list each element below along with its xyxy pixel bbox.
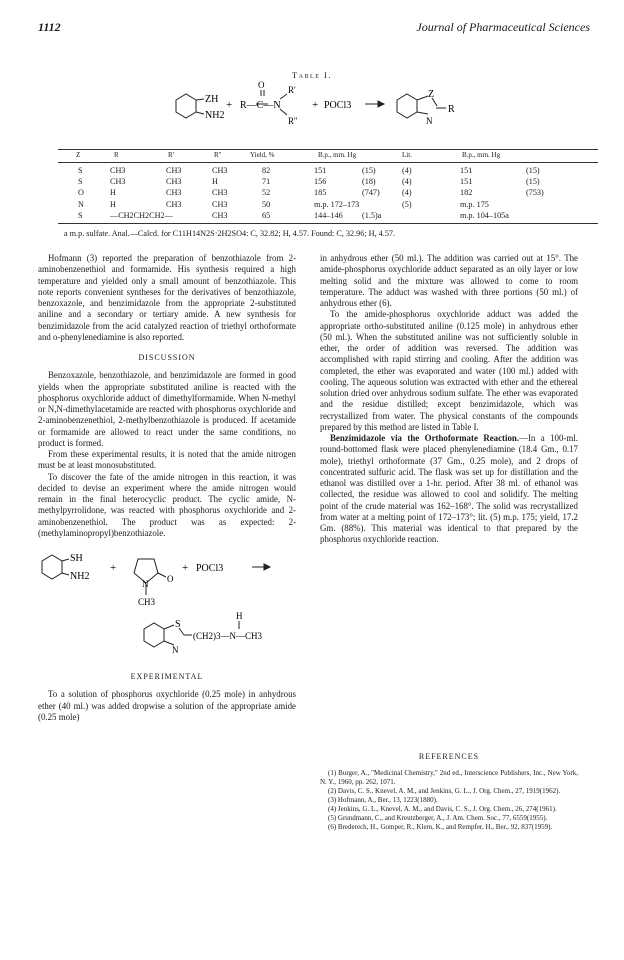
right-column: [320, 253, 578, 546]
plus-1: +: [226, 99, 233, 111]
table-cell: H: [110, 199, 116, 209]
table-cell: (747): [362, 188, 380, 198]
pyrrolidone-scheme: [38, 541, 296, 671]
experimental-heading: EXPERIMENTAL: [130, 672, 204, 681]
table-reaction-scheme: [0, 0, 624, 145]
references-heading: REFERENCES: [418, 752, 480, 761]
n-methyl: CH3: [138, 597, 156, 607]
amide-oxygen: O: [258, 80, 265, 90]
table-cell: CH3: [110, 166, 126, 175]
carbonyl-oxygen: O: [167, 574, 174, 584]
table-cell: (15): [526, 166, 540, 175]
col-header: R': [168, 151, 174, 159]
left-column: [38, 253, 296, 723]
reactant-sh: SH: [70, 553, 83, 564]
product-z: Z: [428, 89, 435, 100]
experimental-paragraph: in anhydrous ether (50 ml.). The addition was carried out at 15°. The amide-phosphorus oxychloride adduct separated as an oily layer or low melting solid and the mixture was allowed to come to room temperature. The adduct was washed with three portions (50 ml.) of anhydrous ether (6).: [320, 253, 578, 308]
table-cell: H: [110, 188, 116, 198]
col-header: R'': [214, 151, 222, 159]
experimental-paragraph: To the amide-phosphorus oxychloride adduct was added the appropriate ortho-substituted aniline (0.125 mole) in anhydrous ether (50 ml.). When the substituted aniline was not sufficiently soluble in ether, the order of addition was reversed. The addition was accomplished with rapid stirring and cooling. After the addition was completed, the ether was evaporated and water (100 ml.) added with cooling. The aqueous solution was extracted with ether and the ethereal solution dried over anhydrous sodium sulfate. The ether was evaporated and the residue distilled; except benzimidazole, which was recrystallized from water. The physical constants of the compounds prepared by this method are listed in Table I.: [320, 309, 578, 432]
table-cell: (4): [402, 177, 412, 187]
page-number: 1112: [38, 20, 61, 34]
table-cell: O: [78, 188, 84, 198]
table-cell: 82: [262, 166, 271, 175]
r-prime: R': [288, 85, 296, 95]
reference-item: (4) Jenkins, G. L., Knevel, A. M., and Davis, C. S., J. Org. Chem., 26, 274(1961).: [328, 805, 557, 813]
table-cell: CH3: [212, 166, 228, 175]
table-cell: 52: [262, 188, 271, 198]
plus-1: +: [110, 562, 117, 574]
discussion-heading: DISCUSSION: [138, 353, 196, 362]
reference-item: (1) Burger, A., "Medicinal Chemistry," 2nd ed., Interscience Publishers, Inc., New York, N. Y., 1960, pp. 262, 1071.: [320, 769, 578, 786]
table-cell: (4): [402, 166, 412, 175]
table-cell: CH3: [166, 188, 182, 198]
table-cell: N: [78, 199, 84, 209]
table-cell: CH3: [166, 199, 182, 209]
intro-paragraph: Hofmann (3) reported the preparation of benzothiazole from 2-aminobenzenethiol and formamide. His synthesis required a high temperature and yielded only a small amount of benzothiazole. This note reports convenient syntheses for the derivatives of benzothiazole, benzoxazole, and benzimidazole from the appropriate 2-substituted aniline and a secondary or tertiary amide. A new synthesis for benzimidazole from the acid catalyzed reaction of triethyl orthoformate and o-phenylenediamine is also reported.: [38, 253, 296, 342]
experimental-paragraph: To a solution of phosphorus oxychloride (0.25 mole) in anhydrous ether (40 ml.) was added dropwise a solution of the appropriate amide (0.25 mole): [38, 689, 296, 722]
ring-nitrogen: N: [142, 579, 149, 589]
reference-item: (3) Hofmann, A., Ber., 13, 1223(1880).: [328, 796, 438, 804]
table-cell: 50: [262, 199, 271, 209]
table-cell: m.p. 175: [460, 199, 489, 209]
benzene-ring-left: [176, 94, 196, 118]
table-cell: S: [78, 210, 83, 220]
table-cell: 182: [460, 188, 473, 198]
table-rule-bottom: [58, 223, 598, 224]
table-footnote: a m.p. sulfate. Anal.—Calcd. for C11H14N2S·2H2SO4: C, 32.82; H, 4.57. Found: C, 32.96; H, 4.57.: [64, 229, 396, 238]
product-n: N: [426, 116, 433, 126]
col-header: R: [114, 151, 119, 159]
table-cell: (753): [526, 188, 544, 198]
discussion-paragraph: To discover the fate of the amide nitrogen in this reaction, it was decided to devise an experiment where the amide nitrogen would remain in the final heterocyclic product. The cyclic amide, N-methylpyrrolidone, was reacted with phosphorus oxychloride and 2-aminobenzenethiol. The product was as expected: 2-(methylaminopropyl)benzothiazole.: [38, 471, 296, 538]
orthoformate-text: —In a 100-ml. round-bottomed flask were placed phenylenediamine (18.4 Gm., 0.17 mole), triethyl orthoformate (37 Gm., 0.25 mole), and 2 drops of concentrated sulfuric acid. The flask was set up for distillation and the ethanol was distilled over a 1-hr. period. After 38 ml. of ethanol was collected, the residue was allowed to cool and solidify. The melting point of the crude material was 162–168°. The solid was recrystallized from water at a melting point of 172–173°; lit. (5) m.p. 175; yield, 17.2 Gm. (88%). This material was identical to that prepared by the phosphorus oxychloride reaction.: [320, 433, 578, 545]
table-cell: (5): [402, 199, 412, 209]
col-header: B.p., mm. Hg: [318, 151, 357, 159]
plus-2: +: [312, 99, 319, 111]
reactant-zh: ZH: [205, 94, 219, 105]
product-s: S: [175, 619, 181, 630]
discussion-paragraph: From these experimental results, it is noted that the amide nitrogen must be at least monosubstituted.: [38, 449, 296, 471]
table-cell: 65: [262, 210, 271, 220]
amine-h: H: [236, 611, 243, 621]
product-r: R: [448, 104, 455, 115]
table-cell: CH3: [110, 177, 126, 187]
table-cell: (4): [402, 188, 412, 198]
discussion-paragraph: Benzoxazole, benzothiazole, and benzimidazole are formed in good yields when the appropriate substituted aniline is reacted with the phosphorus oxychloride adduct of dimethylformamide. When N-methyl or N,N-dimethylacetamide are reacted with phosphorus oxychloride and 2-aminobenzenethiol, 2-methylbenzothiazole is produced. If acetamide or formamide are allowed to react under the same conditions, no product is formed.: [38, 370, 296, 448]
table-cell: S: [78, 177, 83, 187]
table-cell: 151: [460, 177, 473, 187]
reactant-nh2: NH2: [205, 110, 225, 121]
table-cell: 71: [262, 177, 271, 187]
reactant-nh2: NH2: [70, 571, 90, 582]
table-cell: (15): [526, 177, 540, 187]
table-cell: CH3: [166, 166, 182, 175]
reference-item: (2) Davis, C. S., Knevel, A. M., and Jenkins, G. L., J. Org. Chem., 27, 1919(1962).: [328, 787, 561, 795]
table-cell: m.p. 104–105a: [460, 210, 509, 220]
benzene-ring-product: [397, 94, 417, 118]
amide-formula: R—C—N: [240, 100, 281, 111]
pocl3: POCl3: [196, 563, 224, 574]
product-chain: (CH2)3—N—CH3: [193, 631, 262, 641]
table-rule-mid: [58, 162, 598, 163]
orthoformate-paragraph: [320, 433, 578, 546]
table-cell: (15): [362, 166, 376, 175]
col-header: Yield, %: [250, 151, 275, 159]
table-cell: —CH2CH2CH2—: [110, 210, 173, 220]
table-cell: (18): [362, 177, 376, 187]
r-double-prime: R'': [288, 116, 298, 126]
reference-item: (6) Brederech, H., Gomper, R., Klem, K., and Rempfer, H., Ber., 92, 837(1959).: [328, 823, 553, 831]
table-cell: S: [78, 166, 83, 175]
orthoformate-heading: Benzimidazole via the Orthoformate Reaction.: [330, 433, 520, 443]
product-n: N: [172, 645, 179, 655]
col-header: Z: [76, 151, 81, 159]
table-cell: CH3: [212, 210, 228, 220]
col-header: B.p., mm. Hg: [462, 151, 501, 159]
table-cell: H: [212, 177, 218, 187]
plus-2: +: [182, 562, 189, 574]
table-cell: 151: [314, 166, 327, 175]
col-header: Lit.: [402, 151, 412, 159]
table-cell: (1.5)a: [362, 210, 382, 220]
references-section: [320, 752, 578, 832]
table-cell: 185: [314, 188, 327, 198]
table-title: Table I.: [292, 70, 332, 80]
table-cell: 156: [314, 177, 327, 187]
table-cell: CH3: [166, 177, 182, 187]
journal-name: Journal of Pharmaceutical Sciences: [416, 20, 590, 34]
reference-item: (5) Grundmann, C., and Kreutzberger, A., J. Am. Chem. Soc., 77, 6559(1955).: [328, 814, 548, 822]
pocl3: POCl3: [324, 100, 352, 111]
table-cell: 144–146: [314, 210, 343, 220]
table-cell: CH3: [212, 188, 228, 198]
table-cell: CH3: [212, 199, 228, 209]
table-cell: m.p. 172–173: [314, 199, 360, 209]
table-rule-top: [58, 149, 598, 150]
table-cell: 151: [460, 166, 473, 175]
